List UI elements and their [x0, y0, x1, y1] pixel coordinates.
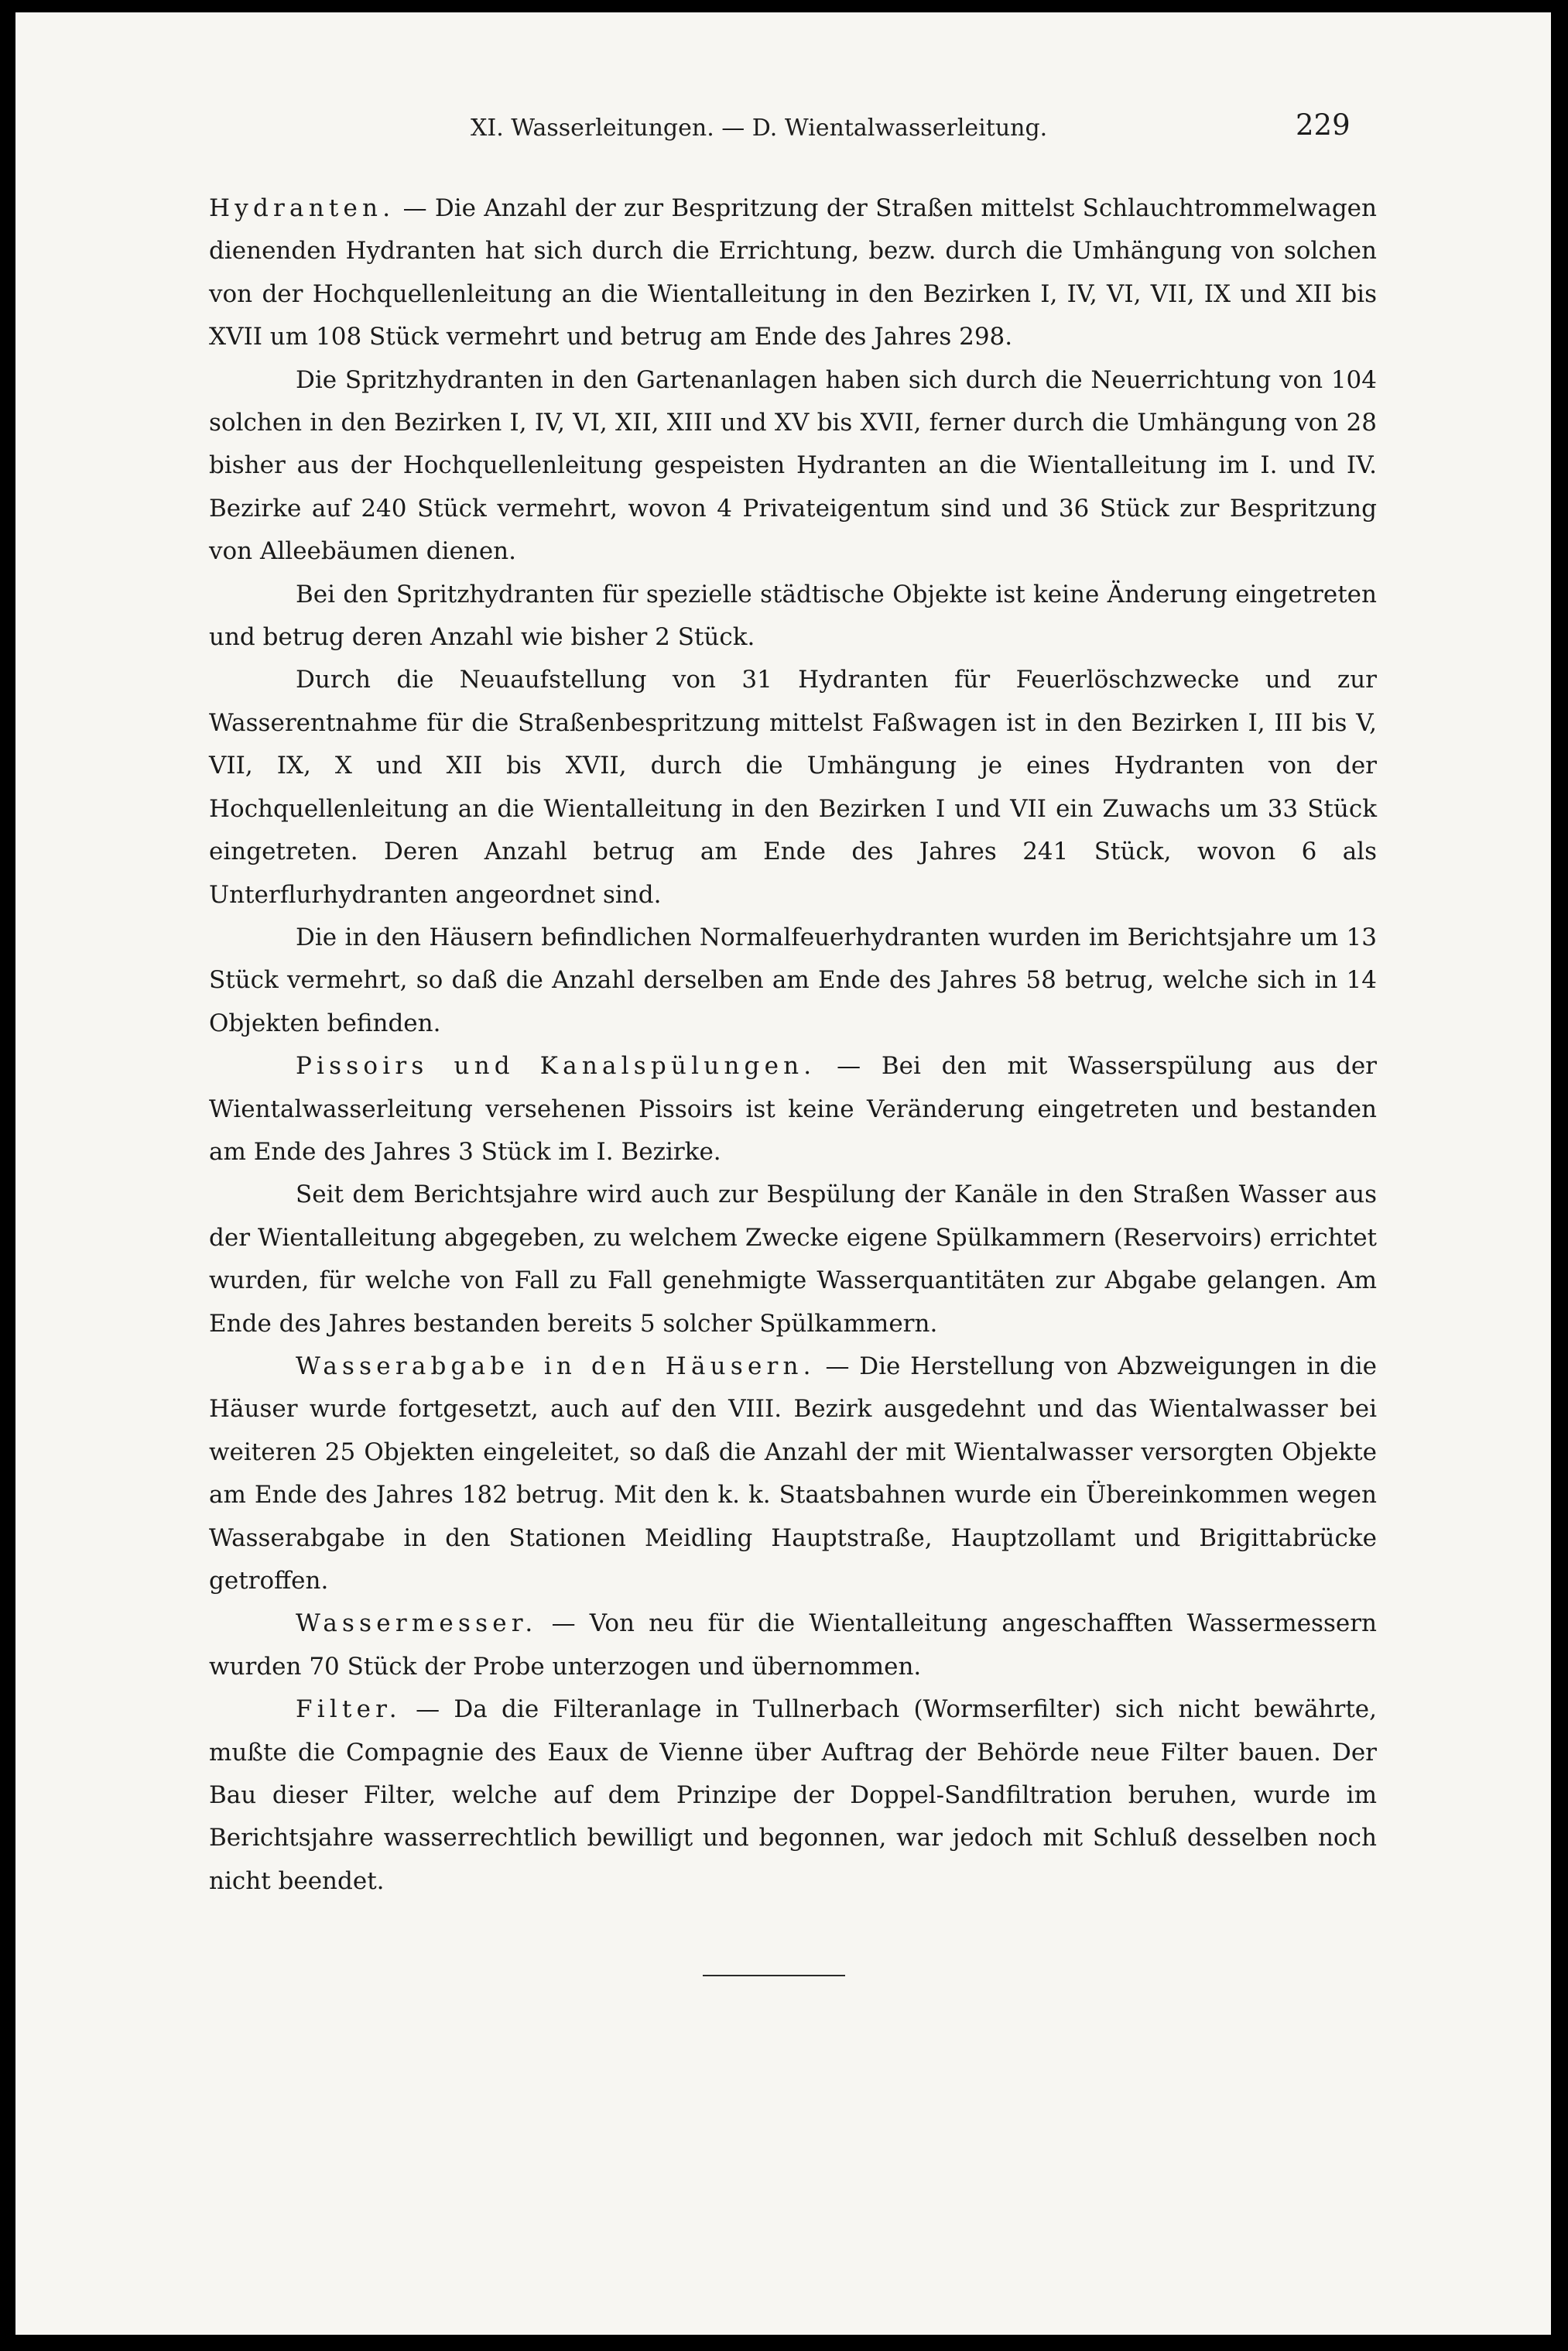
end-rule [703, 1975, 845, 1976]
paragraph-normalfeuerhydranten [209, 917, 1377, 1045]
paragraph-wasserabgabe [209, 1345, 1377, 1602]
paragraph-text: Durch die Neuaufstellung von 31 Hydranten für Feuerlöschzwecke und zur Wasserentnahme für die Straßenbespritzung mittelst Faßwagen ist in den Bezirken I, III bis V, VII, IX, X und XII bis XVII, durch die Umhängung je eines Hydranten von der Hochquellenleitung an die Wientalleitung in den Bezirken I und VII ein Zuwachs um 33 Stück eingetreten. Deren Anzahl betrug am Ende des Jahres 241 Stück, wovon 6 als Unterflurhydranten angeordnet sind. [209, 666, 1377, 909]
paragraph-text: — Da die Filteranlage in Tullnerbach (Wormserfilter) sich nicht bewährte, mußte die Compagnie des Eaux de Vienne über Auftrag der Behörde neue Filter bauen. Der Bau dieser Filter, welche auf dem Prinzipe der Doppel-Sandfiltration beruhen, wurde im Berichtsjahre wasserrechtlich bewilligt und begonnen, war jedoch mit Schluß desselben noch nicht beendet. [209, 1695, 1377, 1895]
paragraph-spritzhydranten-gartenanlagen [209, 359, 1377, 574]
paragraph-filter [209, 1688, 1377, 1903]
paragraph-hydranten [209, 187, 1377, 359]
paragraph-kanalspuelung [209, 1174, 1377, 1345]
section-heading-filter: Filter. [296, 1695, 402, 1724]
paragraph-text: Die Spritzhydranten in den Gartenanlagen haben sich durch die Neuerrichtung von 104 solchen in den Bezirken I, IV, VI, XII, XIII und XV bis XVII, ferner durch die Umhängung von 28 bisher aus der Hochquellenleitung gespeisten Hydranten an die Wientalleitung im I. und IV. Bezirke auf 240 Stück vermehrt, wovon 4 Privateigentum sind und 36 Stück zur Bespritzung von Alleebäumen dienen. [209, 365, 1377, 566]
paragraph-text: — Die Anzahl der zur Bespritzung der Straßen mittelst Schlauchtrommelwagen dienenden Hydranten hat sich durch die Errichtung, bezw. durch die Umhängung von solchen von der Hochquellenleitung an die Wientalleitung in den Bezirken I, IV, VI, VII, IX und XII bis XVII um 108 Stück vermehrt und betrug am Ende des Jahres 298. [209, 194, 1377, 351]
paragraph-feuerloesch-hydranten [209, 659, 1377, 916]
running-header-title: XI. Wasserleitungen. — D. Wientalwasserleitung. [471, 115, 1048, 142]
paragraph-text: — Von neu für die Wientalleitung angeschafften Wassermessern wurden 70 Stück der Probe unterzogen und übernommen. [209, 1609, 1377, 1681]
section-heading-wasserabgabe: Wasserabgabe in den Häusern. [296, 1352, 816, 1380]
page-number: 229 [1296, 108, 1351, 142]
paragraph-spritzhydranten-objekte [209, 574, 1377, 660]
paragraph-text: Bei den Spritzhydranten für spezielle städtische Objekte ist keine Änderung eingetreten und betrug deren Anzahl wie bisher 2 Stück. [209, 580, 1377, 652]
section-heading-hydranten: Hydranten. [209, 194, 395, 222]
section-heading-pissoirs: Pissoirs und Kanalspülungen. [296, 1052, 817, 1081]
document-page [15, 12, 1551, 2335]
running-header [471, 104, 1399, 150]
paragraph-text: — Bei den mit Wasserspülung aus der Wientalwasserleitung versehenen Pissoirs ist keine Veränderung eingetreten und bestanden am Ende des Jahres 3 Stück im I. Bezirke. [209, 1052, 1377, 1166]
paragraph-text: — Die Herstellung von Abzweigungen in die Häuser wurde fortgesetzt, auch auf den VIII. Bezirk ausgedehnt und das Wientalwasser bei weiteren 25 Objekten eingeleitet, so daß die Anzahl der mit Wientalwasser versorgten Objekte am Ende des Jahres 182 betrug. Mit den k. k. Staatsbahnen wurde ein Übereinkommen wegen Wasserabgabe in den Stationen Meidling Hauptstraße, Hauptzollamt und Brigittabrücke getroffen. [209, 1352, 1378, 1595]
paragraph-wassermesser [209, 1602, 1377, 1688]
paragraph-pissoirs [209, 1045, 1377, 1174]
paragraph-text: Die in den Häusern befindlichen Normalfeuerhydranten wurden im Berichtsjahre um 13 Stück vermehrt, so daß die Anzahl derselben am Ende des Jahres 58 betrug, welche sich in 14 Objekten befinden. [209, 923, 1377, 1037]
body-text [209, 187, 1377, 1903]
section-heading-wassermesser: Wassermesser. [296, 1609, 538, 1638]
paragraph-text: Seit dem Berichtsjahre wird auch zur Bespülung der Kanäle in den Straßen Wasser aus der Wientalleitung abgegeben, zu welchem Zwecke eigene Spülkammern (Reservoirs) errichtet wurden, für welche von Fall zu Fall genehmigte Wasserquantitäten zur Abgabe gelangen. Am Ende des Jahres bestanden bereits 5 solcher Spülkammern. [209, 1181, 1377, 1338]
